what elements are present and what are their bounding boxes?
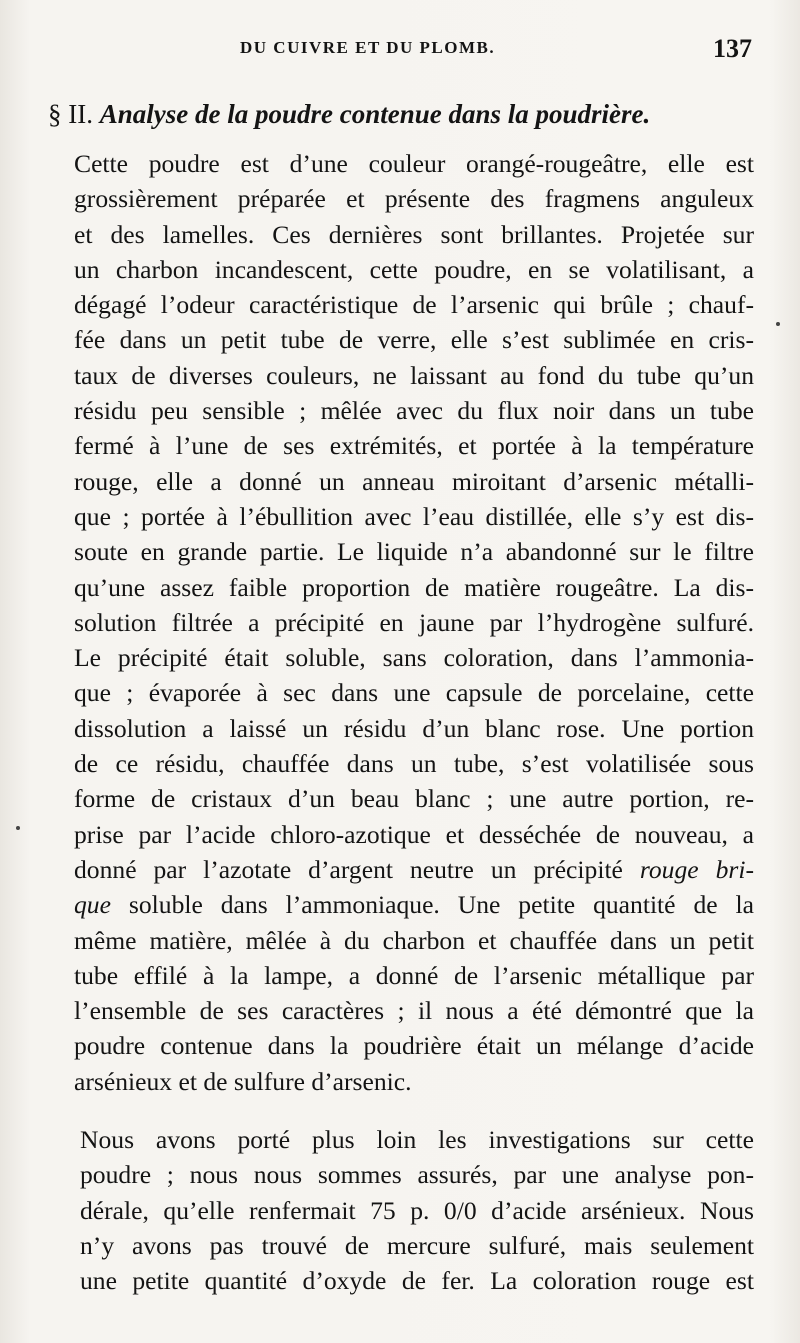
paragraph-2 <box>48 1122 754 1298</box>
text-line-with-italic <box>48 887 754 922</box>
running-head <box>0 34 800 64</box>
text-line: Nous avons porté plus loin les investigations sur cette <box>80 1125 754 1154</box>
section-title: Analyse de la poudre contenue dans la poudrière. <box>99 99 651 129</box>
text-line: l’ensemble de ses caractères ; il nous a été démontré que la <box>74 996 754 1026</box>
text-line: solution filtrée a précipité en jaune par l’hydrogène sulfuré. <box>74 607 754 637</box>
text-line: prise par l’acide chloro-azotique et desséchée de nouveau, a <box>74 819 754 849</box>
text-line: et des lamelles. Ces dernières sont brillantes. Projetée sur <box>74 219 754 249</box>
text-line: soute en grande partie. Le liquide n’a abandonné sur le filtre <box>74 537 754 567</box>
text-line: fermé à l’une de ses extrémités, et portée à la température <box>74 431 754 461</box>
text-line: dégagé l’odeur caractéristique de l’arsenic qui brûle ; chauf- <box>74 290 754 320</box>
ink-speck <box>776 322 780 326</box>
text-line: résidu peu sensible ; mêlée avec du flux noir dans un tube <box>74 396 754 426</box>
section-number: § II. <box>48 99 93 129</box>
text-run: soluble dans l’ammoniaque. Une petite quantité de la <box>128 890 755 920</box>
text-line: de ce résidu, chauffée dans un tube, s’est volatilisée sous <box>74 749 754 779</box>
text-line: taux de diverses couleurs, ne laissant au fond du tube qu’un <box>74 360 754 390</box>
text-line: grossièrement préparée et présente des fragmens anguleux <box>74 184 754 214</box>
text-line: même matière, mêlée à du charbon et chauffée dans un petit <box>74 925 754 955</box>
text-line: tube effilé à la lampe, a donné de l’arsenic métallique par <box>74 960 754 990</box>
section-heading <box>48 96 768 132</box>
italic-run: que <box>74 890 111 920</box>
text-line: poudre ; nous nous sommes assurés, par une analyse pon- <box>80 1160 754 1190</box>
text-line: Le précipité était soluble, sans coloration, dans l’ammonia- <box>74 643 754 673</box>
text-run: donné par l’azotate d’argent neutre un précipité <box>74 854 623 884</box>
text-line: que ; portée à l’ébullition avec l’eau distillée, elle s’y est dis- <box>74 501 754 531</box>
text-line: fée dans un petit tube de verre, elle s’est sublimée en cris- <box>74 325 754 355</box>
paragraph-1 <box>48 146 754 1099</box>
ink-speck <box>16 826 20 830</box>
text-line-with-italic <box>48 852 754 887</box>
text-line: dissolution a laissé un résidu d’un blanc rose. Une portion <box>74 713 754 743</box>
running-title: DU CUIVRE ET DU PLOMB. <box>240 38 496 57</box>
text-line: Cette poudre est d’une couleur orangé-rougeâtre, elle est <box>74 149 754 178</box>
text-line: qu’une assez faible proportion de matière rougeâtre. La dis- <box>74 572 754 602</box>
text-line: une petite quantité d’oxyde de fer. La coloration rouge est <box>80 1266 754 1296</box>
text-line: poudre contenue dans la poudrière était un mélange d’acide <box>74 1031 754 1061</box>
text-line: dérale, qu’elle renfermait 75 p. 0/0 d’acide arsénieux. Nous <box>80 1195 754 1225</box>
text-line: n’y avons pas trouvé de mercure sulfuré, mais seulement <box>80 1230 754 1260</box>
text-line: que ; évaporée à sec dans une capsule de porcelaine, cette <box>74 678 754 708</box>
text-line: un charbon incandescent, cette poudre, en se volatilisant, a <box>74 254 754 284</box>
text-line: rouge, elle a donné un anneau miroitant d’arsenic métalli- <box>74 466 754 496</box>
page-number: 137 <box>713 34 752 63</box>
text-line: arsénieux et de sulfure d’arsenic. <box>74 1066 412 1096</box>
italic-run: rouge bri- <box>639 854 754 884</box>
text-line: forme de cristaux d’un beau blanc ; une autre portion, re- <box>74 784 754 814</box>
